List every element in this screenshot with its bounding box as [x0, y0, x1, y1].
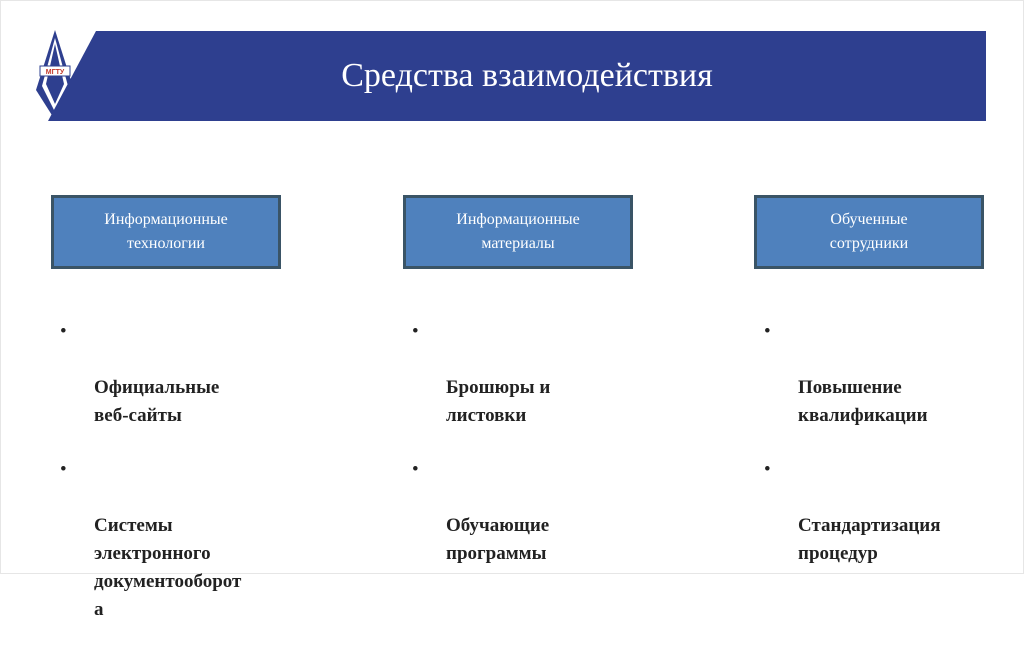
category-box-staff: Обученные сотрудники [754, 195, 984, 269]
bullet-list-staff [764, 318, 994, 594]
bullet-icon: • [764, 459, 771, 480]
list-item-text: Стандартизация процедур [798, 515, 941, 564]
list-item [60, 318, 290, 430]
list-item-text: Обучающие программы [446, 515, 550, 564]
bullet-list-it [60, 318, 290, 650]
list-item-text: Брошюры и листовки [446, 377, 551, 426]
bullet-icon: • [412, 459, 419, 480]
logo-text: МГТУ [45, 69, 65, 76]
category-box-it: Информационные технологии [51, 195, 281, 269]
list-item-text: Системы электронного документооборот а [94, 515, 242, 620]
bullet-icon: • [60, 321, 67, 342]
bullet-list-materials [412, 318, 642, 594]
list-item-text: Официальные веб-сайты [94, 377, 220, 426]
list-item [412, 456, 642, 568]
bullet-icon: • [60, 459, 67, 480]
list-item [764, 456, 994, 568]
bullet-icon: • [412, 321, 419, 342]
category-box-materials: Информационные материалы [403, 195, 633, 269]
list-item-text: Повышение квалификации [798, 377, 928, 426]
list-item [412, 318, 642, 430]
list-item [764, 318, 994, 430]
bullet-icon: • [764, 321, 771, 342]
page-title: Средства взаимодействия [341, 57, 713, 94]
list-item [60, 456, 290, 624]
